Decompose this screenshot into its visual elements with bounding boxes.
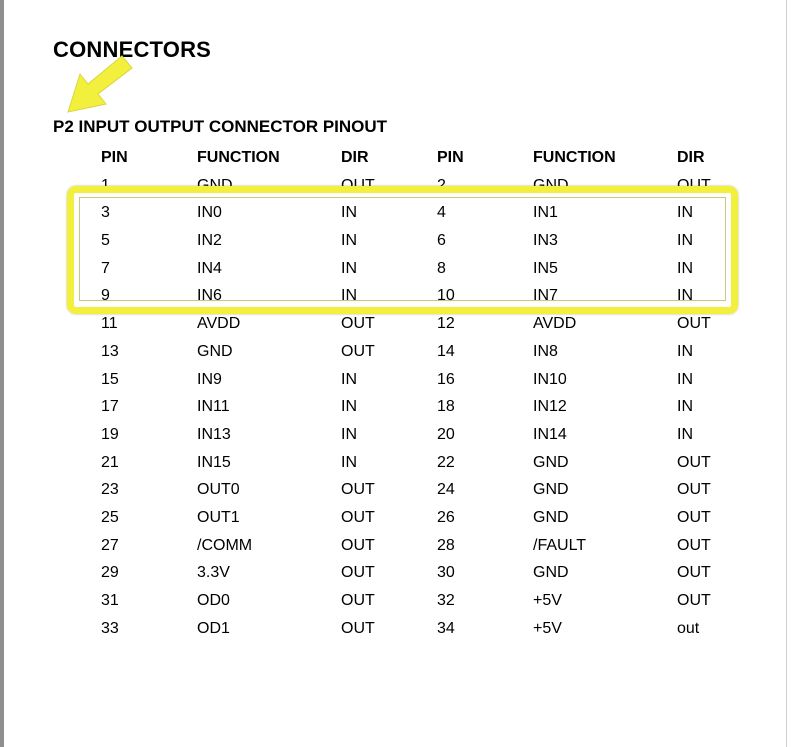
arrow-shape xyxy=(68,56,132,112)
cell-function: IN11 xyxy=(197,398,230,416)
cell-pin: 30 xyxy=(437,564,455,582)
cell-dir: IN xyxy=(677,342,693,360)
cell-dir: IN xyxy=(677,370,693,388)
cell-function: IN9 xyxy=(197,370,222,388)
cell-function: OUT1 xyxy=(197,508,240,526)
header-function: FUNCTION xyxy=(197,149,280,166)
cell-pin: 33 xyxy=(101,619,119,637)
cell-dir: IN xyxy=(677,398,693,416)
page-edge-right xyxy=(786,0,787,747)
cell-dir: OUT xyxy=(341,536,375,554)
cell-function: GND xyxy=(533,453,569,471)
cell-pin: 34 xyxy=(437,619,455,637)
cell-dir: OUT xyxy=(341,508,375,526)
cell-dir: OUT xyxy=(341,592,375,609)
cell-function: IN14 xyxy=(533,425,567,443)
cell-function: /COMM xyxy=(197,536,253,554)
cell-pin: 28 xyxy=(437,536,455,554)
cell-dir: IN xyxy=(341,453,357,471)
header-pin: PIN xyxy=(101,149,128,166)
cell-pin: 9 xyxy=(101,287,110,305)
cell-function: /FAULT xyxy=(533,536,587,554)
cell-dir: IN xyxy=(341,232,357,250)
cell-pin: 14 xyxy=(437,342,455,360)
cell-dir: OUT xyxy=(341,619,375,637)
cell-pin: 6 xyxy=(437,232,446,250)
cell-function: IN13 xyxy=(197,425,231,443)
cell-dir: IN xyxy=(677,232,693,250)
cell-function: AVDD xyxy=(533,315,577,333)
cell-function: IN6 xyxy=(197,287,222,305)
cell-pin: 25 xyxy=(101,508,119,526)
cell-pin: 20 xyxy=(437,425,455,443)
cell-function: IN3 xyxy=(533,232,558,250)
cell-dir: IN xyxy=(341,287,357,305)
cell-dir: IN xyxy=(341,204,357,222)
cell-pin: 31 xyxy=(101,592,119,609)
cell-dir: OUT xyxy=(677,592,711,609)
cell-pin: 3 xyxy=(101,204,110,222)
cell-pin: 23 xyxy=(101,481,119,499)
cell-function: IN12 xyxy=(533,398,567,416)
cell-pin: 24 xyxy=(437,481,455,499)
cell-dir: IN xyxy=(341,425,357,443)
annotation-arrow-icon xyxy=(60,50,140,116)
highlight-box-inner xyxy=(79,197,726,301)
cell-dir: IN xyxy=(677,287,693,305)
cell-pin: 10 xyxy=(437,287,455,305)
cell-pin: 2 xyxy=(437,176,446,194)
cell-function: IN10 xyxy=(533,370,567,388)
cell-function: GND xyxy=(533,564,569,582)
cell-pin: 8 xyxy=(437,259,446,277)
cell-pin: 4 xyxy=(437,204,446,222)
cell-dir: IN xyxy=(341,370,357,388)
cell-pin: 21 xyxy=(101,453,119,471)
cell-dir: OUT xyxy=(677,315,711,333)
cell-dir: IN xyxy=(341,398,357,416)
cell-pin: 32 xyxy=(437,592,455,609)
cell-dir: OUT xyxy=(341,481,375,499)
cell-function: +5V xyxy=(533,619,562,637)
cell-dir: OUT xyxy=(677,481,711,499)
cell-function: IN4 xyxy=(197,259,222,277)
cell-pin: 1 xyxy=(101,176,110,194)
cell-pin: 15 xyxy=(101,370,119,388)
cell-function: GND xyxy=(533,176,569,194)
cell-pin: 18 xyxy=(437,398,455,416)
cell-function: IN15 xyxy=(197,453,231,471)
cell-dir: OUT xyxy=(677,453,711,471)
cell-pin: 27 xyxy=(101,536,119,554)
cell-function: 3.3V xyxy=(197,564,230,582)
cell-pin: 22 xyxy=(437,453,455,471)
cell-pin: 26 xyxy=(437,508,455,526)
cell-function: IN7 xyxy=(533,287,558,305)
cell-pin: 17 xyxy=(101,398,119,416)
cell-pin: 11 xyxy=(101,315,118,333)
section-title: P2 INPUT OUTPUT CONNECTOR PINOUT xyxy=(53,117,388,136)
cell-function: AVDD xyxy=(197,315,241,333)
cell-dir: IN xyxy=(677,204,693,222)
cell-function: OD1 xyxy=(197,619,230,637)
cell-pin: 13 xyxy=(101,342,119,360)
cell-function: IN5 xyxy=(533,259,558,277)
cell-pin: 5 xyxy=(101,232,110,250)
page-title: CONNECTORS xyxy=(53,37,212,62)
cell-pin: 19 xyxy=(101,425,119,443)
cell-function: IN1 xyxy=(533,204,558,222)
cell-dir: OUT xyxy=(341,564,375,582)
cell-dir: OUT xyxy=(677,564,711,582)
cell-function: GND xyxy=(197,342,233,360)
header-dir: DIR xyxy=(341,149,369,166)
header-dir: DIR xyxy=(677,149,705,166)
cell-dir: OUT xyxy=(677,536,711,554)
cell-pin: 29 xyxy=(101,564,119,582)
page-edge xyxy=(0,0,4,747)
cell-function: IN2 xyxy=(197,232,222,250)
cell-pin: 7 xyxy=(101,259,110,277)
cell-pin: 16 xyxy=(437,370,455,388)
cell-dir: OUT xyxy=(341,176,375,194)
cell-function: GND xyxy=(197,176,233,194)
cell-dir: OUT xyxy=(341,315,375,333)
cell-dir: OUT xyxy=(677,176,711,194)
cell-function: OD0 xyxy=(197,592,230,609)
cell-dir: IN xyxy=(677,259,693,277)
cell-dir: IN xyxy=(677,425,693,443)
cell-function: IN0 xyxy=(197,204,222,222)
cell-function: +5V xyxy=(533,592,562,609)
cell-dir: out xyxy=(677,619,700,637)
cell-function: GND xyxy=(533,508,569,526)
cell-pin: 12 xyxy=(437,315,455,333)
cell-function: OUT0 xyxy=(197,481,240,499)
cell-dir: IN xyxy=(341,259,357,277)
cell-function: GND xyxy=(533,481,569,499)
cell-dir: OUT xyxy=(677,508,711,526)
header-function: FUNCTION xyxy=(533,149,616,166)
cell-function: IN8 xyxy=(533,342,558,360)
header-pin: PIN xyxy=(437,149,464,166)
cell-dir: OUT xyxy=(341,342,375,360)
